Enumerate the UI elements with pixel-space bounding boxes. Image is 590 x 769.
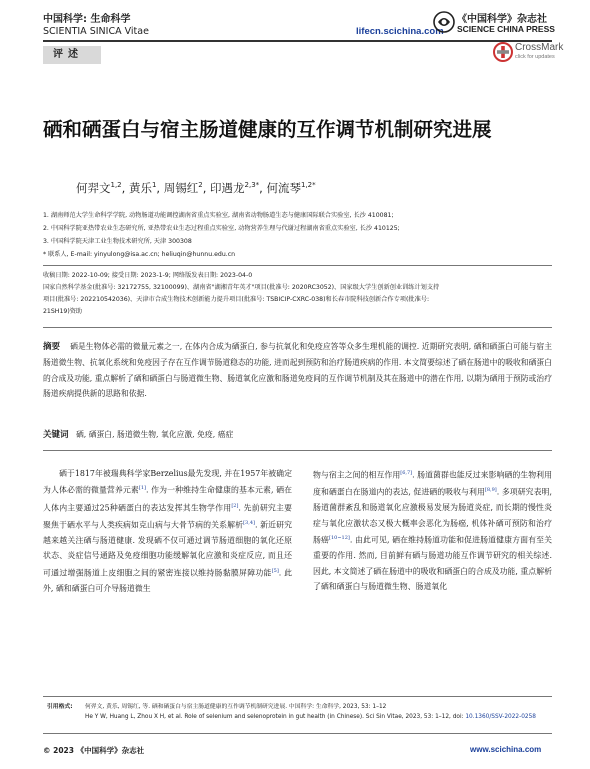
- publisher-logo: [433, 10, 553, 36]
- divider: [43, 327, 552, 328]
- abstract-text: 硒是生物体必需的微量元素之一, 在体内合成为硒蛋白, 参与抗氧化和免疫应答等众多生理机能的调控. 近期研究表明, 硒和硒蛋白可能与宿主肠道微生物、抗氧化系统和免疫因子存在互作调节肠道稳态的功能, 进而起到预防和治疗肠道疾病的作用. 本文简要综述了硒在肠道中的吸收和硒蛋白的合成及功能, 重点解析了硒和硒蛋白与肠道微生物、肠道氧化应激和肠道免疫间的互作调节机制及其在肠道中的潜在作用, 以期为硒用于预防或治疗肠道疾病提供新的思路和依据.: [43, 342, 552, 399]
- citation-label: 引用格式:: [47, 704, 73, 710]
- reference-link[interactable]: [5]: [271, 567, 279, 574]
- publisher-emblem-icon: [433, 11, 455, 33]
- keywords: [43, 428, 552, 442]
- author: 何流琴$^{1,2*}$: [266, 181, 316, 195]
- reference-link[interactable]: [10~12]: [329, 535, 350, 542]
- dates-line: 收稿日期: 2022-10-09; 接受日期: 2023-1-9; 网络版发表日期: 2023-04-0: [43, 272, 253, 279]
- author-list: [76, 180, 316, 196]
- crossmark-sublabel: click for updates: [515, 54, 555, 60]
- crossmark-label: CrossMark: [515, 42, 564, 53]
- section-tag: 评述: [43, 46, 101, 64]
- journal-url-link[interactable]: lifecn.scichina.com: [356, 26, 444, 37]
- author: 何羿文$^{1,2}$,: [76, 181, 129, 195]
- copyright: © 2023 《中国科学》杂志社: [43, 746, 145, 755]
- doi-link[interactable]: 10.1360/SSV-2022-0258: [465, 714, 536, 720]
- affiliation: 1. 湖南师范大学生命科学学院, 动物肠道功能调控湖南省重点实验室, 湖南省动物肠道生态与健康国际联合实验室, 长沙 410081;: [43, 212, 394, 219]
- journal-name-en: SCIENTIA SINICA Vitae: [43, 26, 149, 37]
- author: 印遇龙$^{2,3*}$,: [210, 181, 267, 195]
- body-column-right: 物与宿主之间的相互作用[6,7]. 肠道菌群也能反过来影响硒的生物利用度和硒蛋白在肠道内的表达, 促进硒的吸收与利用[8,9]. 多项研究表明, 肠道菌群紊乱和肠道氧化应激极易发展为肠道炎症, 而长期的慢性炎症与氧化应激状态又极大概率会恶化为肠癌, 机体补硒可预防和治疗肠癌[10~12]. 由此可见, 硒在维持肠道功能和促进肠道健康方面有至关重要的作用. 然而, 目前鲜有硒与肠道功能互作调节研究的相关综述. 因此, 本文简述了硒在肠道中的吸收和硒蛋白的合成及功能, 重点解析了硒和硒蛋白与肠道微生物、肠道氧化: [313, 470, 552, 592]
- divider: [43, 265, 552, 266]
- publisher-name-en: SCIENCE CHINA PRESS: [457, 24, 555, 34]
- footer-url-link[interactable]: www.scichina.com: [470, 745, 542, 754]
- abstract: [43, 339, 552, 402]
- article-title: 硒和硒蛋白与宿主肠道健康的互作调节机制研究进展: [43, 118, 492, 141]
- crossmark-button[interactable]: [493, 41, 564, 63]
- header-rule: [43, 40, 552, 42]
- citation-box: [43, 696, 552, 734]
- author: 黄乐$^1$,: [128, 181, 164, 195]
- affiliation: 3. 中国科学院天津工业生物技术研究所, 天津 300308: [43, 238, 192, 245]
- keywords-label: 关键词: [43, 430, 69, 440]
- reference-link[interactable]: [2]: [231, 502, 239, 509]
- reference-link[interactable]: [6,7]: [400, 470, 413, 476]
- divider: [43, 450, 552, 451]
- reference-link[interactable]: [8,9]: [484, 487, 497, 494]
- author: 周锡红$^2$,: [163, 181, 211, 195]
- funding-line: 国家自然科学基金(批准号: 32172755, 32100099)、湖南省"湖湘青年英才"项目(批准号: 2020RC3052)、国家级大学生创新创业训练计划支持: [43, 284, 440, 291]
- funding-line: 项目(批准号: 202210542036)、天津市合成生物技术创新能力提升项目(批准号: TSBICIP-CXRC-038)和长春市院科技创新合作专项(批准号:: [43, 296, 430, 303]
- publisher-name-cn: 《中国科学》杂志社: [457, 14, 547, 25]
- crossmark-icon: [493, 42, 513, 62]
- corresponding-contact: * 联系人, E-mail: yinyulong@isa.ac.cn; heliuqin@hunnu.edu.cn: [43, 251, 236, 258]
- citation-text: 何羿文, 黄乐, 周锡红, 等. 硒和硒蛋白与宿主肠道健康的互作调节机制研究进展. 中国科学: 生命科学, 2023, 53: 1–12 He Y W, Huang L, Zhou X H, et al. Role of selenium and selenoprotein in gut health (in Chinese). Sci Sin Vitae, 2023, 53: 1–12, doi: 10.1360/SSV-2022-0258: [85, 704, 536, 720]
- journal-name-cn: 中国科学: 生命科学: [43, 14, 131, 25]
- funding-line: 21SH19)资助: [43, 308, 83, 315]
- affiliation: 2. 中国科学院亚热带农业生态研究所, 亚热带农业生态过程重点实验室, 动物营养生理与代谢过程湖南省重点实验室, 长沙 410125;: [43, 225, 400, 232]
- abstract-label: 摘要: [43, 342, 61, 352]
- reference-link[interactable]: [3,4]: [243, 519, 255, 526]
- keywords-text: 硒, 硒蛋白, 肠道微生物, 氧化应激, 免疫, 癌症: [75, 430, 234, 439]
- reference-link[interactable]: [1]: [138, 485, 146, 492]
- body-column-left: 硒于1817年被瑞典科学家Berzelius最先发现, 并在1957年被确定为人体必需的微量营养元素[1]. 作为一种维持生命健康的基本元素, 硒在人体内主要通过25种硒蛋白的表达发挥其生物学作用[2]. 先前研究主要聚焦于硒水平与人类疾病如克山病与大骨节病的关系解析[3,4]. 新近研究越来越关注硒与肠道健康. 发现硒不仅可通过调节肠道细胞的氧化还原状态、炎症信号通路及免疫细胞功能缓解氧化应激和炎症反应, 而且还可通过增强肠道上皮细胞之间的紧密连接以维持肠黏膜屏障功能[5]. 此外, 硒和硒蛋白可介导肠道微生: [43, 469, 292, 593]
